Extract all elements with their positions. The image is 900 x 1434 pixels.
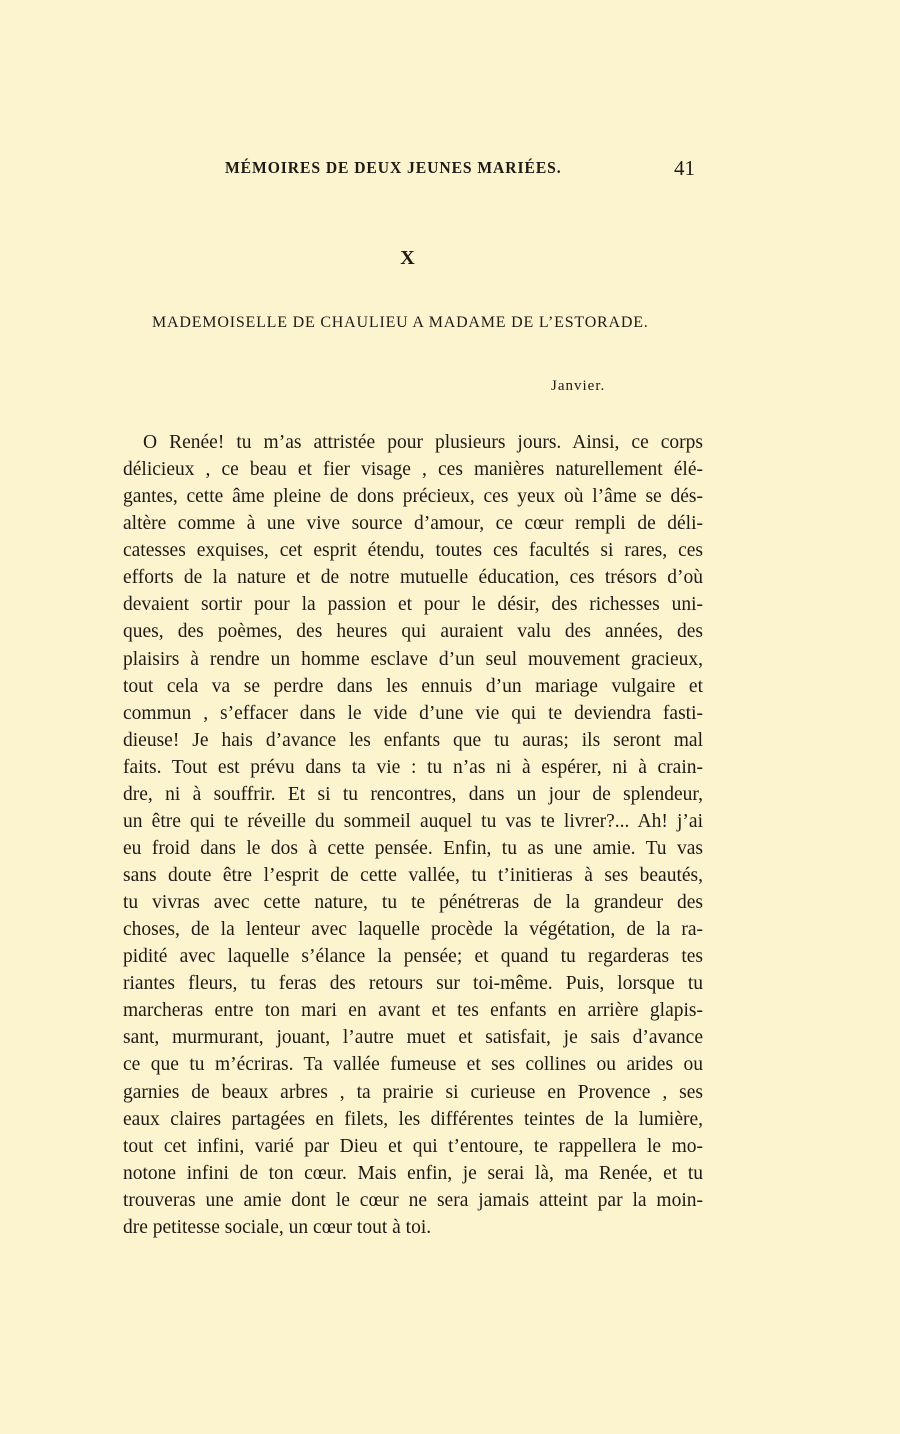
text-line: faits. Tout est prévu dans ta vie : tu n’as ni à espérer, ni à crain- bbox=[123, 756, 703, 778]
text-line: riantes fleurs, tu feras des retours sur toi-même. Puis, lorsque tu bbox=[123, 973, 703, 995]
text-line: garnies de beaux arbres , ta prairie si curieuse en Provence , ses bbox=[123, 1081, 703, 1103]
body-text bbox=[123, 429, 703, 1241]
text-line: pidité avec laquelle s’élance la pensée; et quand tu regarderas tes bbox=[123, 946, 703, 968]
text-line: devaient sortir pour la passion et pour le désir, des richesses uni- bbox=[123, 594, 703, 616]
text-line: trouveras une amie dont le cœur ne sera jamais atteint par la moin- bbox=[123, 1189, 703, 1211]
text-line: gantes, cette âme pleine de dons précieux, ces yeux où l’âme se dés- bbox=[123, 486, 703, 508]
letter-date: Janvier. bbox=[551, 378, 606, 394]
text-line: dre petitesse sociale, un cœur tout à toi. bbox=[123, 1216, 432, 1238]
letter-heading: MADEMOISELLE DE CHAULIEU A MADAME DE L’ESTORADE. bbox=[152, 314, 649, 331]
text-line: O Renée! tu m’as attristée pour plusieurs jours. Ainsi, ce corps bbox=[143, 432, 703, 453]
text-line: tout cet infini, varié par Dieu et qui t’entoure, te rappellera le mo- bbox=[123, 1135, 703, 1157]
text-line: tu vivras avec cette nature, tu te pénétreras de la grandeur des bbox=[123, 892, 703, 914]
text-line: ques, des poèmes, des heures qui auraient valu des années, des bbox=[123, 621, 703, 643]
text-line: efforts de la nature et de notre mutuelle éducation, ces trésors d’où bbox=[123, 567, 703, 589]
text-line: catesses exquises, cet esprit étendu, toutes ces facultés si rares, ces bbox=[123, 540, 703, 562]
text-line: altère comme à une vive source d’amour, ce cœur rempli de déli- bbox=[123, 513, 703, 535]
text-line: notone infini de ton cœur. Mais enfin, je serai là, ma Renée, et tu bbox=[123, 1162, 703, 1184]
text-line: tout cela va se perdre dans les ennuis d’un mariage vulgaire et bbox=[123, 675, 703, 697]
page-number: 41 bbox=[674, 156, 695, 180]
text-line: eu froid dans le dos à cette pensée. Enfin, tu as une amie. Tu vas bbox=[123, 837, 703, 859]
chapter-number: X bbox=[400, 247, 415, 269]
running-head-title: MÉMOIRES DE DEUX JEUNES MARIÉES. bbox=[225, 158, 562, 177]
text-line: eaux claires partagées en filets, les différentes teintes de la lumière, bbox=[123, 1108, 703, 1130]
text-line: dre, ni à souffrir. Et si tu rencontres, dans un jour de splendeur, bbox=[123, 783, 703, 805]
text-line: sans doute être l’esprit de cette vallée, tu t’initieras à ses beautés, bbox=[123, 865, 703, 886]
text-line: un être qui te réveille du sommeil auquel tu vas te livrer?... Ah! j’ai bbox=[123, 810, 703, 832]
text-line: choses, de la lenteur avec laquelle procède la végétation, de la ra- bbox=[123, 919, 703, 941]
text-line: ce que tu m’écriras. Ta vallée fumeuse et ses collines ou arides ou bbox=[123, 1054, 703, 1076]
text-line: délicieux , ce beau et fier visage , ces manières naturellement élé- bbox=[123, 459, 703, 481]
text-line: marcheras entre ton mari en avant et tes enfants en arrière glapis- bbox=[123, 1000, 703, 1022]
text-line: commun , s’effacer dans le vide d’une vie qui te deviendra fasti- bbox=[123, 702, 703, 724]
text-line: sant, murmurant, jouant, l’autre muet et satisfait, je sais d’avance bbox=[123, 1027, 703, 1049]
text-line: dieuse! Je hais d’avance les enfants que tu auras; ils seront mal bbox=[123, 729, 703, 751]
text-line: plaisirs à rendre un homme esclave d’un seul mouvement gracieux, bbox=[123, 648, 703, 670]
